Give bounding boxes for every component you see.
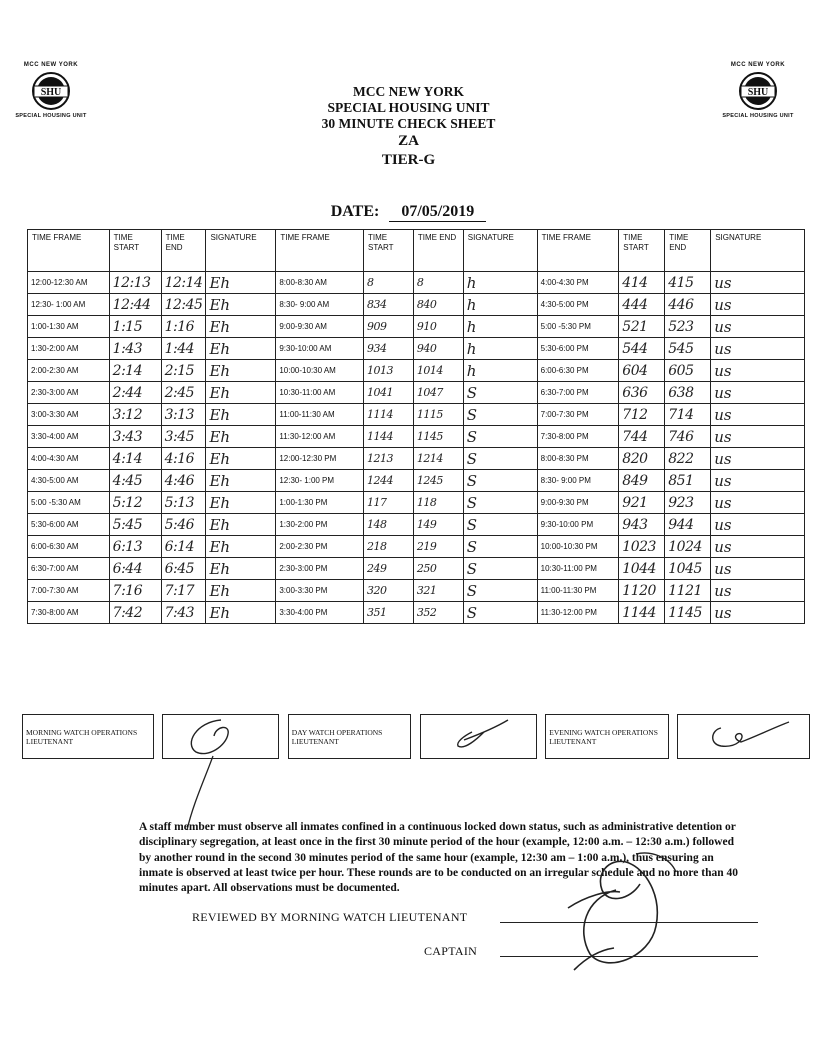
time-frame-cell: 9:00-9:30 PM [537, 492, 619, 514]
time-frame-cell: 10:30-11:00 PM [537, 558, 619, 580]
header-line-4: ZA [398, 133, 419, 149]
time-start-cell[interactable]: 1013 [364, 360, 414, 382]
time-start-cell[interactable]: 4:14 [109, 448, 161, 470]
time-frame-cell: 12:00-12:30 AM [28, 272, 110, 294]
column-header: TIME END [161, 230, 206, 272]
time-start-cell[interactable]: 1120 [619, 580, 665, 602]
time-frame-cell: 10:00-10:30 PM [537, 536, 619, 558]
morning-signature-scribble [166, 716, 266, 756]
time-end-cell[interactable]: 1:44 [161, 338, 206, 360]
signature-cell[interactable]: us [711, 316, 805, 338]
table-row [28, 558, 805, 580]
time-start-cell[interactable]: 921 [619, 492, 665, 514]
time-start-cell[interactable]: 934 [364, 338, 414, 360]
time-start-cell[interactable]: 2:44 [109, 382, 161, 404]
time-start-cell[interactable]: 6:44 [109, 558, 161, 580]
header-line-2: SPECIAL HOUSING UNIT [327, 100, 490, 115]
time-end-cell[interactable]: 2:15 [161, 360, 206, 382]
date-label: DATE: [330, 203, 380, 220]
time-start-cell[interactable]: 1144 [619, 602, 665, 624]
column-header: TIME FRAME [276, 230, 364, 272]
time-frame-cell: 1:30-2:00 PM [276, 514, 364, 536]
time-frame-cell: 10:30-11:00 AM [276, 382, 364, 404]
signature-cell[interactable]: h [463, 338, 537, 360]
time-start-cell[interactable]: 744 [619, 426, 665, 448]
time-start-cell[interactable]: 1114 [364, 404, 414, 426]
time-frame-cell: 4:30-5:00 PM [537, 294, 619, 316]
signature-cell[interactable]: S [463, 470, 537, 492]
signature-cell[interactable]: Eh [206, 514, 276, 536]
time-start-cell[interactable]: 218 [364, 536, 414, 558]
signature-cell[interactable]: us [711, 514, 805, 536]
time-end-cell[interactable]: 3:45 [161, 426, 206, 448]
signature-cell[interactable]: Eh [206, 448, 276, 470]
time-end-cell[interactable]: 4:16 [161, 448, 206, 470]
time-end-cell[interactable]: 6:45 [161, 558, 206, 580]
column-header: SIGNATURE [463, 230, 537, 272]
time-frame-cell: 11:30-12:00 AM [276, 426, 364, 448]
time-start-cell[interactable]: 909 [364, 316, 414, 338]
time-start-cell[interactable]: 5:12 [109, 492, 161, 514]
time-end-cell[interactable]: 149 [413, 514, 463, 536]
time-end-cell[interactable]: 545 [665, 338, 711, 360]
time-start-cell[interactable]: 4:45 [109, 470, 161, 492]
header-line-5: TIER-G [381, 152, 436, 168]
time-frame-cell: 5:30-6:00 PM [537, 338, 619, 360]
time-end-cell[interactable]: 415 [665, 272, 711, 294]
header-line-3: 30 MINUTE CHECK SHEET [321, 116, 496, 131]
time-end-cell[interactable]: 1:16 [161, 316, 206, 338]
time-frame-cell: 2:00-2:30 PM [276, 536, 364, 558]
evening-signature-scribble [681, 716, 801, 756]
column-header: TIME FRAME [537, 230, 619, 272]
time-end-cell[interactable]: 1115 [413, 404, 463, 426]
time-frame-cell: 6:30-7:00 AM [28, 558, 110, 580]
logo-top-text: MCC NEW YORK [730, 62, 786, 68]
table-row [28, 272, 805, 294]
time-start-cell[interactable]: 604 [619, 360, 665, 382]
time-frame-cell: 12:00-12:30 PM [276, 448, 364, 470]
time-start-cell[interactable]: 521 [619, 316, 665, 338]
time-end-cell[interactable]: 1024 [665, 536, 711, 558]
time-frame-cell: 1:00-1:30 PM [276, 492, 364, 514]
time-frame-cell: 2:30-3:00 PM [276, 558, 364, 580]
signature-cell[interactable]: h [463, 360, 537, 382]
signature-cell[interactable]: us [711, 558, 805, 580]
signature-cell[interactable]: us [711, 470, 805, 492]
header-row [28, 230, 805, 272]
table-row [28, 426, 805, 448]
time-start-cell[interactable]: 5:45 [109, 514, 161, 536]
time-start-cell[interactable]: 117 [364, 492, 414, 514]
time-start-cell[interactable]: 7:42 [109, 602, 161, 624]
signature-cell[interactable]: h [463, 316, 537, 338]
time-frame-cell: 6:30-7:00 PM [537, 382, 619, 404]
time-frame-cell: 1:30-2:00 AM [28, 338, 110, 360]
time-end-cell[interactable]: 944 [665, 514, 711, 536]
signature-cell[interactable]: S [463, 426, 537, 448]
time-end-cell[interactable]: 840 [413, 294, 463, 316]
check-table [27, 229, 805, 624]
time-end-cell[interactable]: 5:46 [161, 514, 206, 536]
time-start-cell[interactable]: 414 [619, 272, 665, 294]
signature-cell[interactable]: S [463, 492, 537, 514]
logo-bottom-text: SPECIAL HOUSING UNIT [15, 113, 87, 119]
time-end-cell[interactable]: 4:46 [161, 470, 206, 492]
time-frame-cell: 4:30-5:00 AM [28, 470, 110, 492]
time-end-cell[interactable]: 940 [413, 338, 463, 360]
date-value: 07/05/2019 [389, 203, 486, 222]
time-start-cell[interactable]: 1213 [364, 448, 414, 470]
signature-cell[interactable]: us [711, 294, 805, 316]
table-row [28, 536, 805, 558]
time-frame-cell: 8:30- 9:00 AM [276, 294, 364, 316]
time-frame-cell: 1:00-1:30 AM [28, 316, 110, 338]
time-end-cell[interactable]: 446 [665, 294, 711, 316]
table-row [28, 360, 805, 382]
time-end-cell[interactable]: 7:43 [161, 602, 206, 624]
time-frame-cell: 4:00-4:30 AM [28, 448, 110, 470]
column-header: TIME END [413, 230, 463, 272]
signature-cell[interactable]: us [711, 602, 805, 624]
signature-cell[interactable]: S [463, 514, 537, 536]
time-start-cell[interactable]: 1044 [619, 558, 665, 580]
table-row [28, 580, 805, 602]
table-row [28, 316, 805, 338]
time-frame-cell: 7:00-7:30 AM [28, 580, 110, 602]
time-end-cell[interactable]: 12:14 [161, 272, 206, 294]
table-row [28, 492, 805, 514]
column-header: TIME START [619, 230, 665, 272]
table-row [28, 602, 805, 624]
time-start-cell[interactable]: 444 [619, 294, 665, 316]
time-start-cell[interactable]: 1:43 [109, 338, 161, 360]
time-end-cell[interactable]: 1245 [413, 470, 463, 492]
time-start-cell[interactable]: 7:16 [109, 580, 161, 602]
time-frame-cell: 7:00-7:30 PM [537, 404, 619, 426]
table-row [28, 448, 805, 470]
time-start-cell[interactable]: 2:14 [109, 360, 161, 382]
time-end-cell[interactable]: 1145 [665, 602, 711, 624]
header-line-1: MCC NEW YORK [353, 84, 464, 99]
time-start-cell[interactable]: 249 [364, 558, 414, 580]
signature-cell[interactable]: Eh [206, 382, 276, 404]
signature-cell[interactable]: us [711, 426, 805, 448]
time-start-cell[interactable]: 3:12 [109, 404, 161, 426]
time-frame-cell: 8:00-8:30 AM [276, 272, 364, 294]
document-header [0, 84, 817, 170]
time-start-cell[interactable]: 12:13 [109, 272, 161, 294]
time-frame-cell: 9:00-9:30 AM [276, 316, 364, 338]
signature-cell[interactable]: us [711, 272, 805, 294]
time-start-cell[interactable]: 943 [619, 514, 665, 536]
captain-signature-scribble [556, 850, 686, 975]
table-row [28, 404, 805, 426]
time-end-cell[interactable]: 910 [413, 316, 463, 338]
signature-cell[interactable]: Eh [206, 294, 276, 316]
signature-cell[interactable]: us [711, 360, 805, 382]
time-start-cell[interactable]: 712 [619, 404, 665, 426]
table-row [28, 294, 805, 316]
time-start-cell[interactable]: 8 [364, 272, 414, 294]
logo-bottom-text: SPECIAL HOUSING UNIT [722, 113, 794, 119]
morning-watch-label: MORNING WATCH OPERATIONS LIEUTENANT [23, 715, 154, 759]
time-start-cell[interactable]: 1244 [364, 470, 414, 492]
time-start-cell[interactable]: 1041 [364, 382, 414, 404]
table-row [28, 470, 805, 492]
day-signature-scribble [424, 716, 524, 756]
signature-cell[interactable]: Eh [206, 404, 276, 426]
column-header: SIGNATURE [206, 230, 276, 272]
signature-cell[interactable]: us [711, 338, 805, 360]
time-end-cell[interactable]: 7:17 [161, 580, 206, 602]
signature-cell[interactable]: Eh [206, 338, 276, 360]
column-header: TIME END [665, 230, 711, 272]
signature-cell[interactable]: us [711, 382, 805, 404]
signature-cell[interactable]: Eh [206, 316, 276, 338]
day-watch-signature[interactable] [420, 715, 536, 759]
time-end-cell[interactable]: 12:45 [161, 294, 206, 316]
time-end-cell[interactable]: 1145 [413, 426, 463, 448]
time-end-cell[interactable]: 746 [665, 426, 711, 448]
signature-cell[interactable]: S [463, 382, 537, 404]
reviewed-by-label: REVIEWED BY MORNING WATCH LIEUTENANT [192, 910, 468, 924]
time-frame-cell: 3:00-3:30 PM [276, 580, 364, 602]
signature-cell[interactable]: S [463, 448, 537, 470]
time-frame-cell: 5:00 -5:30 PM [537, 316, 619, 338]
time-end-cell[interactable]: 1121 [665, 580, 711, 602]
time-frame-cell: 11:00-11:30 AM [276, 404, 364, 426]
time-end-cell[interactable]: 3:13 [161, 404, 206, 426]
column-header: TIME FRAME [28, 230, 110, 272]
signature-cell[interactable]: S [463, 580, 537, 602]
signature-cell[interactable]: h [463, 294, 537, 316]
time-end-cell[interactable]: 321 [413, 580, 463, 602]
time-start-cell[interactable]: 820 [619, 448, 665, 470]
time-end-cell[interactable]: 523 [665, 316, 711, 338]
evening-watch-label: EVENING WATCH OPERATIONS LIEUTENANT [546, 715, 669, 759]
time-end-cell[interactable]: 822 [665, 448, 711, 470]
time-start-cell[interactable]: 1:15 [109, 316, 161, 338]
signature-cell[interactable]: S [463, 404, 537, 426]
evening-watch-signature[interactable] [678, 715, 810, 759]
time-start-cell[interactable]: 6:13 [109, 536, 161, 558]
time-frame-cell: 7:30-8:00 PM [537, 426, 619, 448]
time-frame-cell: 5:00 -5:30 AM [28, 492, 110, 514]
signature-cell[interactable]: Eh [206, 470, 276, 492]
time-frame-cell: 11:30-12:00 PM [537, 602, 619, 624]
time-start-cell[interactable]: 12:44 [109, 294, 161, 316]
time-end-cell[interactable]: 6:14 [161, 536, 206, 558]
time-end-cell[interactable]: 1045 [665, 558, 711, 580]
time-frame-cell: 3:30-4:00 PM [276, 602, 364, 624]
time-frame-cell: 7:30-8:00 AM [28, 602, 110, 624]
time-start-cell[interactable]: 1023 [619, 536, 665, 558]
signature-cell[interactable]: Eh [206, 492, 276, 514]
time-start-cell[interactable]: 148 [364, 514, 414, 536]
time-frame-cell: 6:00-6:30 AM [28, 536, 110, 558]
time-end-cell[interactable]: 923 [665, 492, 711, 514]
time-start-cell[interactable]: 544 [619, 338, 665, 360]
svg-text:SHU: SHU [747, 87, 769, 98]
signature-cell[interactable]: Eh [206, 580, 276, 602]
time-frame-cell: 8:00-8:30 PM [537, 448, 619, 470]
time-frame-cell: 6:00-6:30 PM [537, 360, 619, 382]
time-frame-cell: 3:30-4:00 AM [28, 426, 110, 448]
time-end-cell[interactable]: 352 [413, 602, 463, 624]
time-frame-cell: 2:00-2:30 AM [28, 360, 110, 382]
signature-cell[interactable]: Eh [206, 602, 276, 624]
time-end-cell[interactable]: 714 [665, 404, 711, 426]
time-end-cell[interactable]: 851 [665, 470, 711, 492]
column-header: TIME START [364, 230, 414, 272]
time-end-cell[interactable]: 1014 [413, 360, 463, 382]
time-start-cell[interactable]: 1144 [364, 426, 414, 448]
table-row [28, 514, 805, 536]
time-end-cell[interactable]: 118 [413, 492, 463, 514]
time-frame-cell: 12:30- 1:00 PM [276, 470, 364, 492]
time-end-cell[interactable]: 250 [413, 558, 463, 580]
time-end-cell[interactable]: 1214 [413, 448, 463, 470]
logo-top-text: MCC NEW YORK [23, 62, 79, 68]
signature-cell[interactable]: S [463, 536, 537, 558]
time-start-cell[interactable]: 834 [364, 294, 414, 316]
time-end-cell[interactable]: 605 [665, 360, 711, 382]
time-end-cell[interactable]: 638 [665, 382, 711, 404]
time-frame-cell: 8:30- 9:00 PM [537, 470, 619, 492]
time-start-cell[interactable]: 3:43 [109, 426, 161, 448]
time-start-cell[interactable]: 849 [619, 470, 665, 492]
time-end-cell[interactable]: 219 [413, 536, 463, 558]
time-frame-cell: 3:00-3:30 AM [28, 404, 110, 426]
signature-cell[interactable]: Eh [206, 360, 276, 382]
signature-cell[interactable]: Eh [206, 558, 276, 580]
table-row [28, 382, 805, 404]
signature-cell[interactable]: us [711, 404, 805, 426]
column-header: SIGNATURE [711, 230, 805, 272]
time-end-cell[interactable]: 8 [413, 272, 463, 294]
signature-cell[interactable]: us [711, 536, 805, 558]
time-frame-cell: 10:00-10:30 AM [276, 360, 364, 382]
time-start-cell[interactable]: 320 [364, 580, 414, 602]
time-end-cell[interactable]: 5:13 [161, 492, 206, 514]
signature-cell[interactable]: us [711, 580, 805, 602]
morning-watch-signature[interactable] [163, 715, 279, 759]
time-frame-cell: 2:30-3:00 AM [28, 382, 110, 404]
captain-label: CAPTAIN [424, 944, 478, 958]
signature-cell[interactable]: Eh [206, 272, 276, 294]
time-start-cell[interactable]: 636 [619, 382, 665, 404]
time-frame-cell: 12:30- 1:00 AM [28, 294, 110, 316]
time-frame-cell: 5:30-6:00 AM [28, 514, 110, 536]
svg-text:SHU: SHU [40, 87, 62, 98]
time-frame-cell: 11:00-11:30 PM [537, 580, 619, 602]
time-frame-cell: 9:30-10:00 AM [276, 338, 364, 360]
signature-cell[interactable]: us [711, 448, 805, 470]
table-row [28, 338, 805, 360]
signature-cell[interactable]: S [463, 558, 537, 580]
policy-paragraph: A staff member must observe all inmates confined in a continuous locked down status, such as administrative detention or disciplinary segregation, at least once in the first 30 minute period of the hour (example, 12:00 a.m. – 12:30 a.m.) followed by another round in the second 30 minutes period of the same hour (example, 12:30 am – 1:00 a.m.), thus ensuring an inmate is observed at least twice per hour. These rounds are to be conducted on an irregular schedule and no more than 40 minutes apart. All observations must be documented. [139, 821, 738, 895]
signature-cell[interactable]: Eh [206, 426, 276, 448]
date-line [0, 203, 817, 222]
day-watch-label: DAY WATCH OPERATIONS LIEUTENANT [288, 715, 411, 759]
time-frame-cell: 4:00-4:30 PM [537, 272, 619, 294]
column-header: TIME START [109, 230, 161, 272]
time-end-cell[interactable]: 1047 [413, 382, 463, 404]
time-start-cell[interactable]: 351 [364, 602, 414, 624]
time-frame-cell: 9:30-10:00 PM [537, 514, 619, 536]
watch-signature-table [22, 714, 810, 759]
signature-cell[interactable]: Eh [206, 536, 276, 558]
signature-cell[interactable]: S [463, 602, 537, 624]
time-end-cell[interactable]: 2:45 [161, 382, 206, 404]
signature-cell[interactable]: h [463, 272, 537, 294]
signature-cell[interactable]: us [711, 492, 805, 514]
